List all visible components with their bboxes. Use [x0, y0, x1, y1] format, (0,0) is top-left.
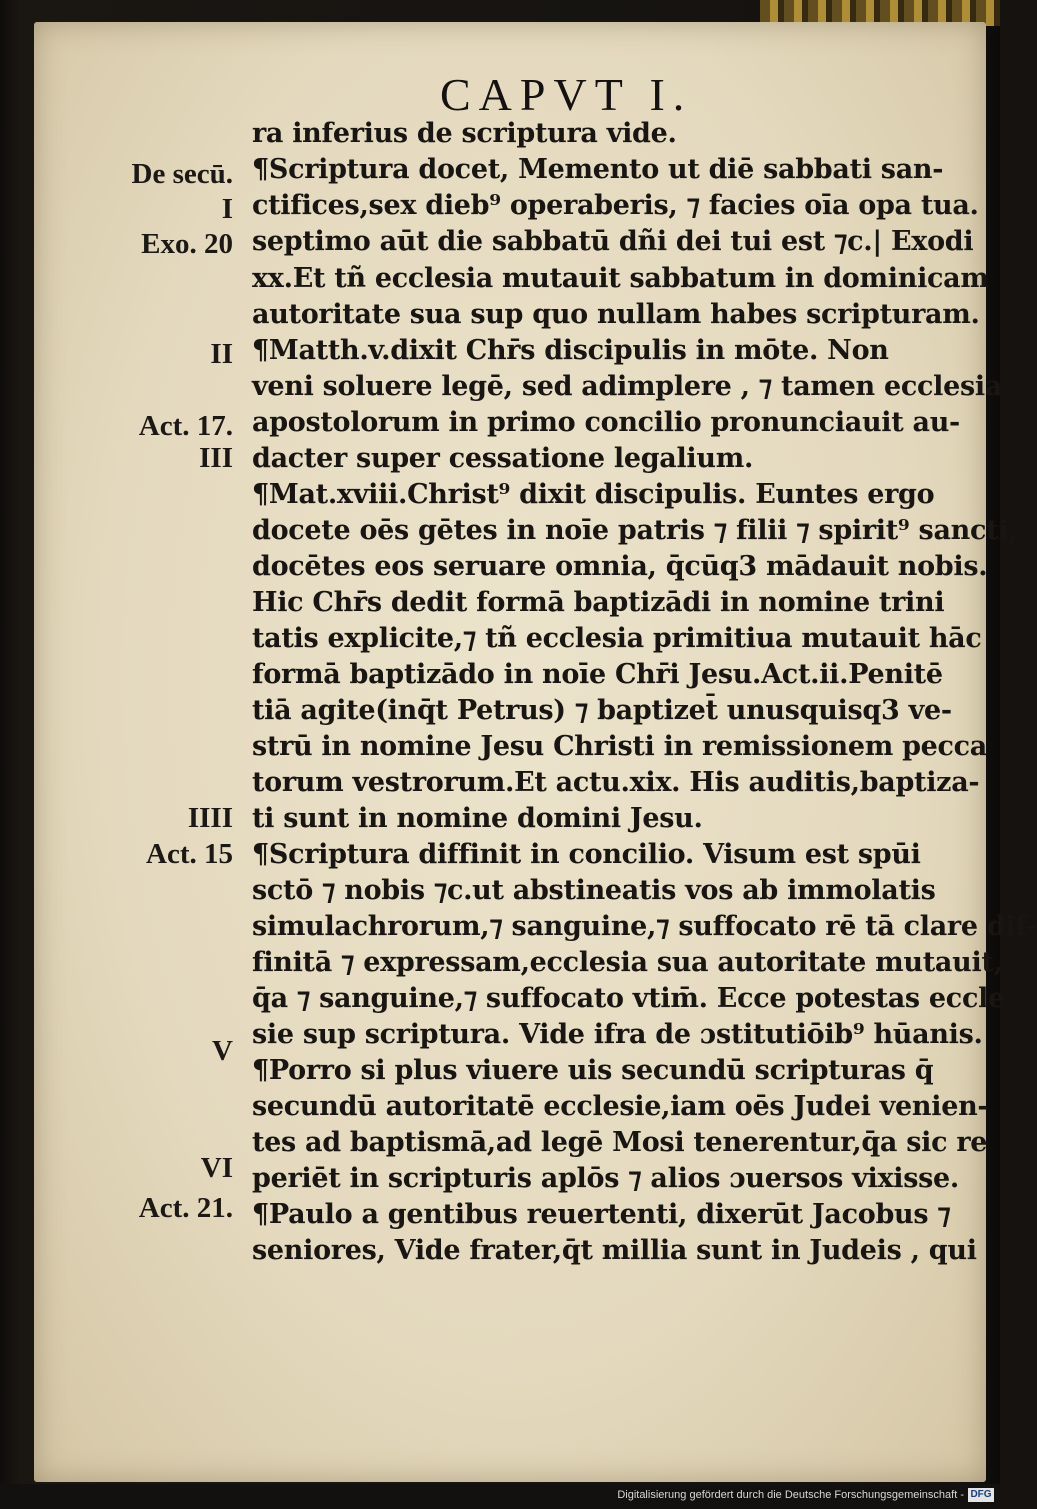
text-line: periēt in scripturis aplōs ⁊ alios ɔuersos vixisse.: [252, 1163, 960, 1194]
text-line: docete oēs gētes in noīe patris ⁊ filii ⁊ spirit⁹ sancti,: [252, 515, 1018, 546]
text-line: septimo aūt die sabbatū dñi dei tui est ⁊c.| Exodi: [252, 226, 974, 257]
margin-note: Act. 17.: [138, 410, 233, 442]
text-line: sie sup scriptura. Vide ifra de ɔstitutiōib⁹ hūanis.: [252, 1019, 983, 1050]
text-line: strū in nomine Jesu Christi in remissionem pecca: [252, 731, 987, 762]
page-header: CAPVT I.: [440, 69, 693, 120]
margin-note: VI: [200, 1152, 233, 1184]
text-line: tatis explicite,⁊ tñ ecclesia primitiua mutauit hāc: [252, 623, 982, 654]
text-line: autoritate sua sup quo nullam habes scripturam.: [252, 299, 980, 330]
funding-credit: Digitalisierung gefördert durch die Deutsche Forschungsgemeinschaft -: [617, 1489, 964, 1501]
text-line: ¶Matth.v.dixit Chr̄s discipulis in mōte. Non: [252, 335, 889, 366]
margin-note: II: [210, 338, 233, 370]
text-line: ¶Scriptura diffinit in concilio. Visum est spūi: [252, 839, 921, 870]
text-line: tes ad baptismā,ad legē Mosi tenerentur,q̄a sic re: [252, 1127, 988, 1158]
text-line: secundū autoritatē ecclesie,iam oēs Judei venien-: [252, 1091, 989, 1122]
text-line: ¶Scriptura docet, Memento ut diē sabbati san-: [252, 154, 944, 185]
text-line: ra inferius de scriptura vide.: [252, 118, 677, 149]
text-line: apostolorum in primo concilio pronunciauit au-: [252, 407, 960, 438]
margin-note: Exo. 20: [141, 228, 233, 260]
text-line: formā baptizādo in noīe Chr̄i Jesu.Act.ii.Penitē: [252, 659, 943, 690]
text-line: seniores, Vide frater,q̄t millia sunt in Judeis , qui: [252, 1235, 977, 1266]
text-line: ¶Mat.xviii.Christ⁹ dixit discipulis. Euntes ergo: [252, 479, 935, 510]
text-line: xx.Et tñ ecclesia mutauit sabbatum in dominicam: [252, 263, 989, 294]
text-line: ¶Porro si plus viuere uis secundū scripturas q̄: [252, 1055, 934, 1086]
margin-note: III: [199, 442, 233, 474]
text-line: ¶Paulo a gentibus reuertenti, dixerūt Jacobus ⁊: [252, 1199, 951, 1230]
text-line: q̄a ⁊ sanguine,⁊ suffocato vtim̄. Ecce potestas eccle: [252, 983, 1005, 1014]
text-line: tiā agite(inq̄t Petrus) ⁊ baptizet̄ unusquisq3 ve-: [252, 695, 952, 726]
text-line: torum vestrorum.Et actu.xix. His auditis,baptiza-: [252, 767, 980, 798]
text-line: ctifices,sex dieb⁹ operaberis, ⁊ facies oīa opa tua.: [252, 190, 979, 221]
margin-note: IIII: [187, 802, 233, 834]
margin-note: Act. 15: [146, 838, 233, 870]
dfg-logo: DFG: [968, 1488, 994, 1502]
margin-note: V: [212, 1035, 233, 1067]
text-line: ti sunt in nomine domini Jesu.: [252, 803, 703, 834]
margin-note: I: [221, 193, 233, 225]
margin-note: De secū.: [131, 158, 233, 190]
margin-note: Act. 21.: [138, 1192, 233, 1224]
text-line: simulachrorum,⁊ sanguine,⁊ suffocato rē tā clare dif-: [252, 911, 1037, 942]
text-line: sctō ⁊ nobis ⁊c.ut abstineatis vos ab immolatis: [252, 875, 936, 906]
text-line: veni soluere legē, sed adimplere , ⁊ tamen ecclesia: [252, 371, 1003, 402]
text-line: finitā ⁊ expressam,ecclesia sua autoritate mutauit,: [252, 947, 1003, 978]
text-line: dacter super cessatione legalium.: [252, 443, 754, 474]
text-line: Hic Chr̄s dedit formā baptizādi in nomine trini: [252, 587, 945, 618]
text-line: docētes eos seruare omnia, q̄cūq3 mādauit nobis.: [252, 551, 988, 582]
